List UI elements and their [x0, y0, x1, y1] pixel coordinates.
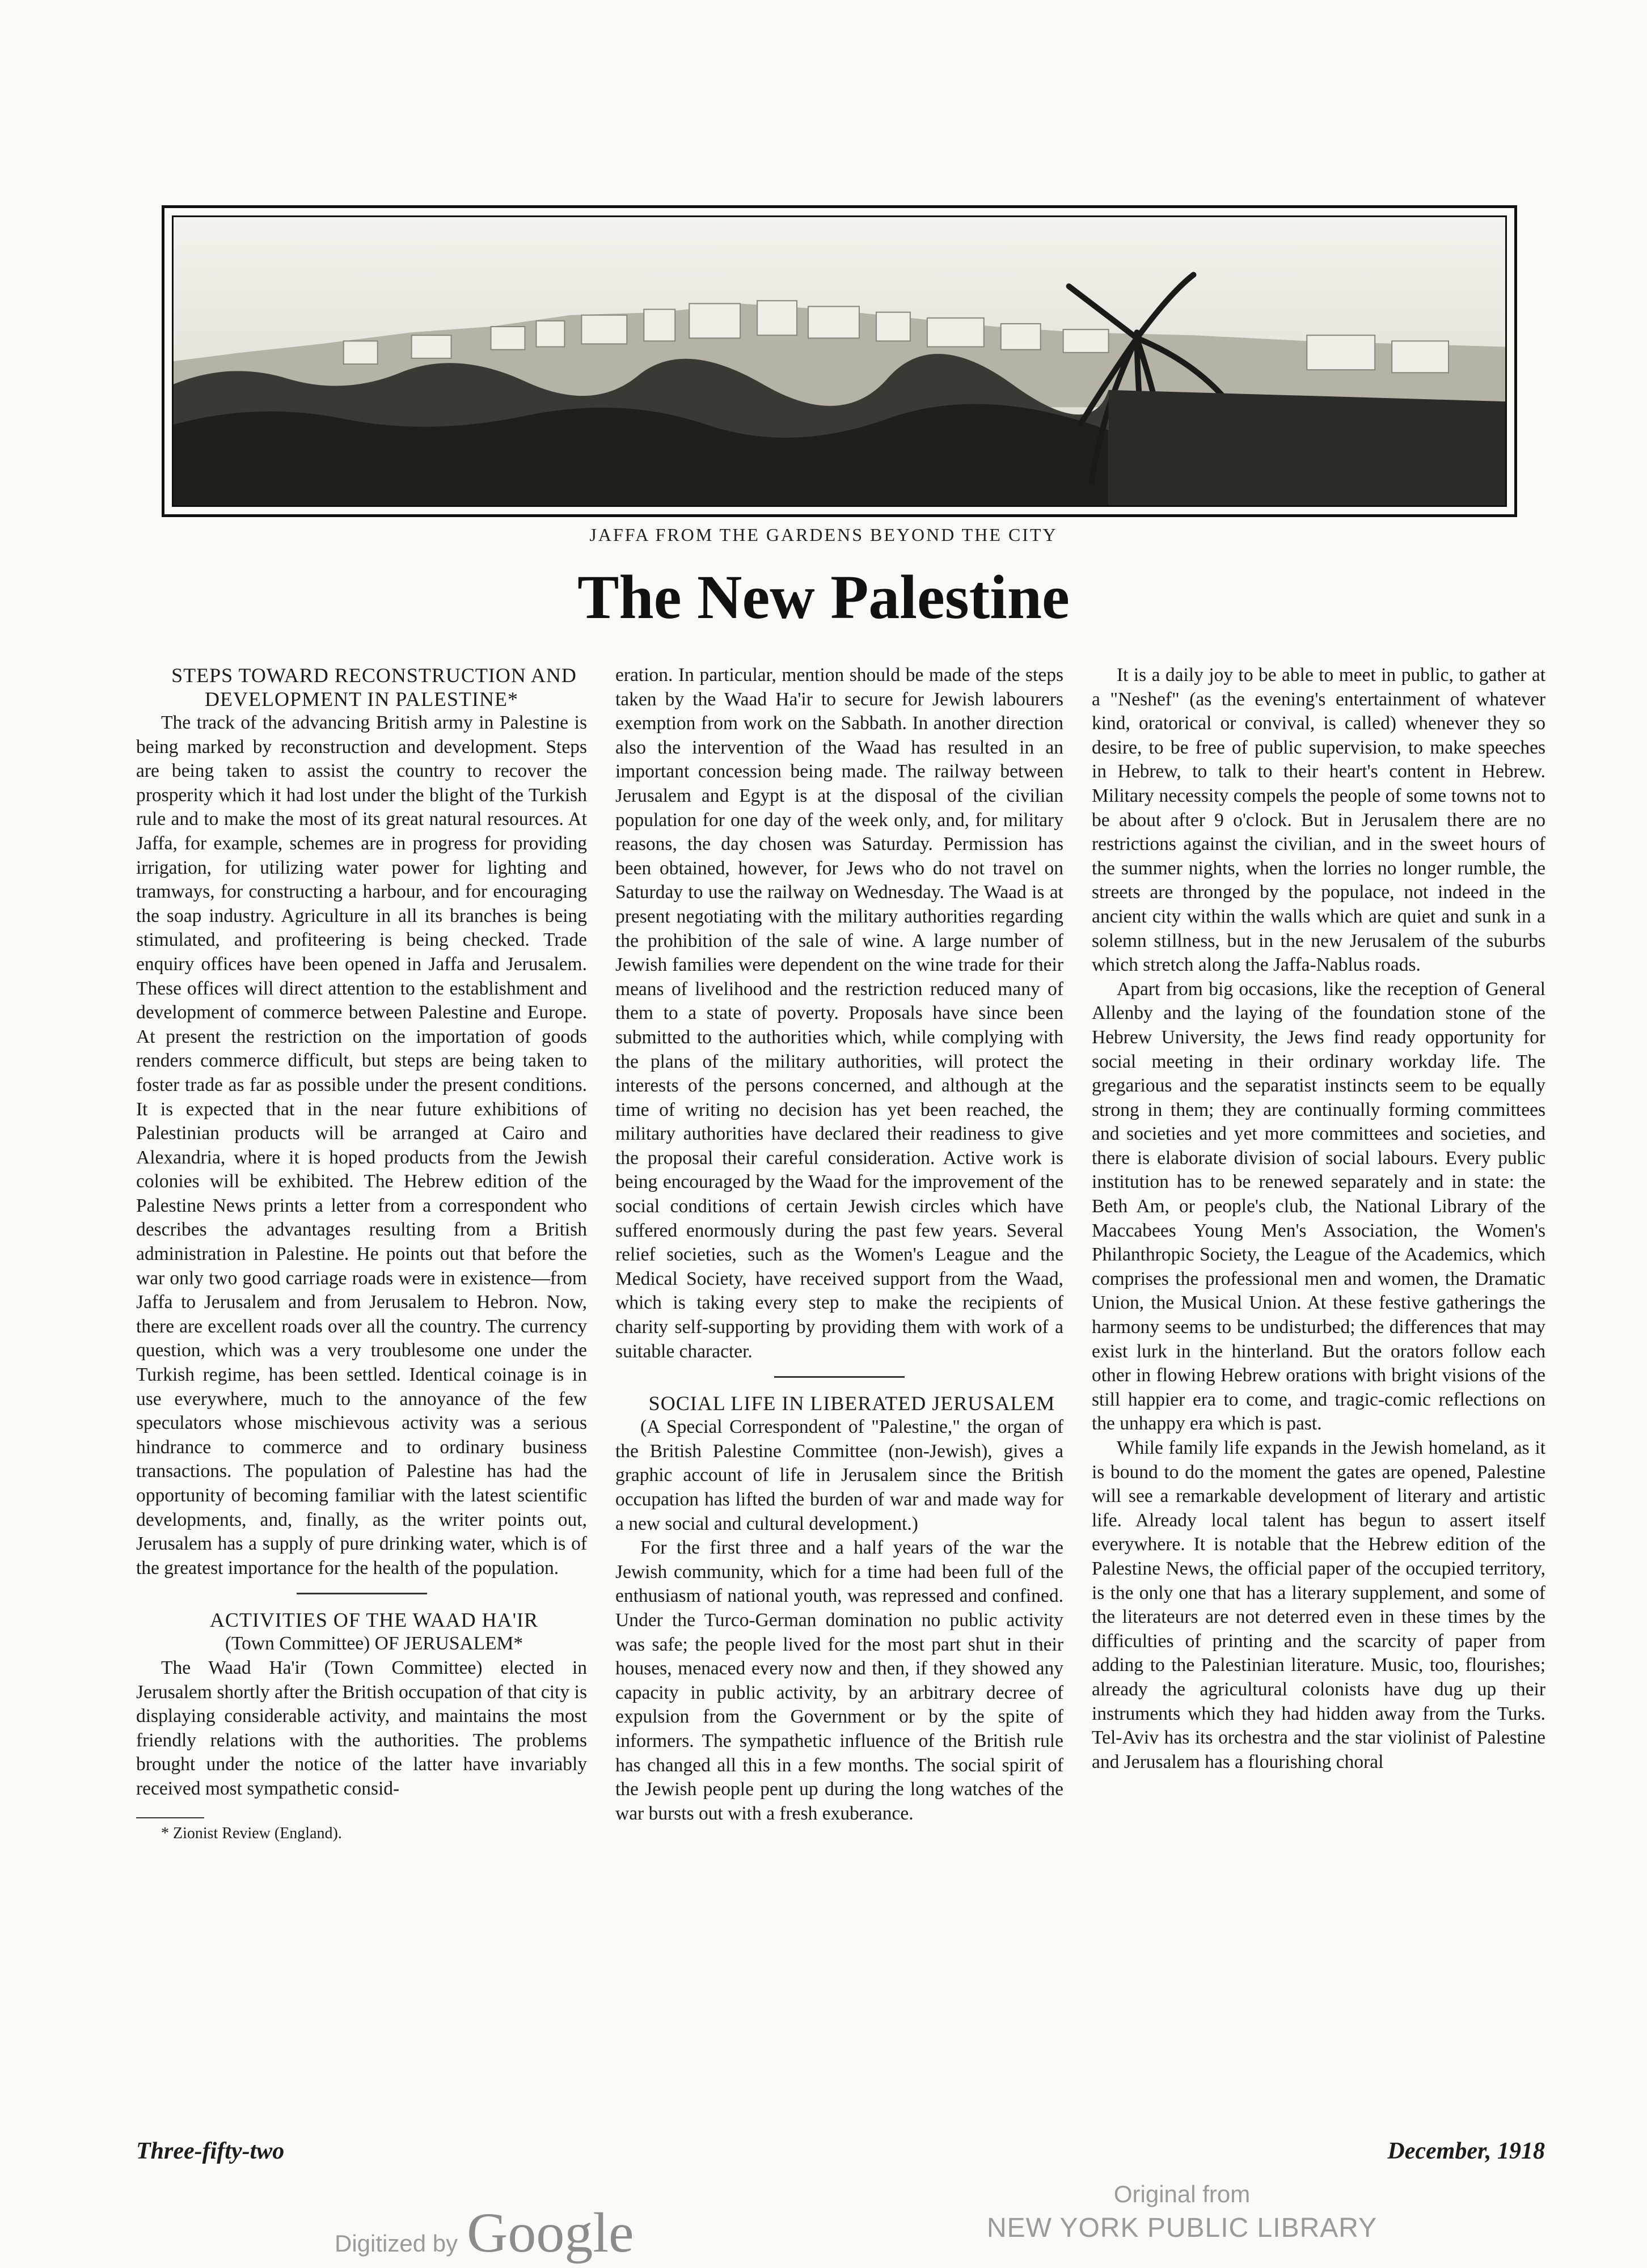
section-heading-reconstruction: STEPS TOWARD RECONSTRUCTION AND DEVELOPMENT IN PALESTINE* — [171, 664, 577, 710]
paragraph: For the first three and a half years of the war the Jewish community, which for a time had been full of the enthusiasm of national youth, was repressed and confined. Under the Turco-German domination no public activity was safe; the people lived for the most part shut in their houses, menaced every now and then, if they showed any capacity in public activity, by an arbitrary decree of expulsion from the Government or by the spite of informers. The sympathetic influence of the British rule has changed all this in a few months. The social spirit of the Jewish people pent up during the long watches of the war bursts out with a fresh exuberance. — [615, 1537, 1063, 1824]
paragraph: The track of the advancing British army in Palestine is being marked by reconstruction and development. Steps are being taken to assist the country to recover the prosperity which it had lost under the blight of the Turkish rule and to make the most of its great natural resources. At Jaffa, for example, schemes are in progress for providing irrigation, for utilizing water power for lighting and tramways, for constructing a harbour, and for encouraging the soap industry. Agriculture in all its branches is being stimulated, and profiteering is being checked. Trade enquiry offices have been opened in Jaffa and Jerusalem. These offices will direct attention to the establishment and development of commerce between Palestine and Europe. At present the restriction on the importation of goods renders commerce difficult, but steps are being taken to foster trade as far as possible under the present conditions. It is expected that in the near future exhibitions of Palestinian products will be arranged at Cairo and Alexandria, where it is hoped products from the Jewish colonies will be exhibited. The Hebrew edition of the Palestine News prints a letter from a correspondent who describes the advantages resulting from a British administration in Palestine. He points out that before the war only two good carriage roads were in existence—from Jaffa to Jerusalem and from Jerusalem to Hebron. Now, there are excellent roads over all the country. The currency question, which was a very troublesome one under the Turkish regime, has been settled. Identical coinage is in use everywhere, much to the annoyance of the few speculators whose mischievous activity was a serious hindrance to commerce and to ordinary business transactions. The population of Palestine has had the opportunity of becoming familiar with the latest scientific developments, and, finally, as the writer points out, Jerusalem has a supply of pure drinking water, which is of the greatest importance for the health of the population. — [136, 712, 587, 1579]
paragraph: The Waad Ha'ir (Town Committee) elected in Jerusalem shortly after the British occupation of that city is displaying considerable activity, and maintains the most friendly relations with the authorities. The problems brought under the notice of the latter have invariably received most sympathetic consid- — [136, 1657, 587, 1799]
section-subheading-waad: (Town Committee) OF JERUSALEM* — [225, 1633, 523, 1655]
paragraph: (A Special Correspondent of "Palestine," the organ of the British Palestine Committee (non-Jewish), gives a graphic account of life in Jerusalem since the British occupation has lifted the burden of war and made way for a new social and cultural development.) — [615, 1416, 1063, 1534]
section-divider — [774, 1376, 905, 1378]
photo-frame — [162, 205, 1517, 517]
library-name: NEW YORK PUBLIC LIBRARY — [987, 2213, 1378, 2243]
page-number: Three-fifty-two — [136, 2138, 285, 2164]
original-from-label: Original from — [1113, 2181, 1251, 2207]
section-divider — [297, 1593, 427, 1594]
google-logo: Google — [467, 2201, 634, 2264]
digitized-by-label: Digitized by — [335, 2230, 458, 2257]
issue-date: December, 1918 — [1387, 2138, 1545, 2164]
digitized-by-watermark — [335, 2200, 634, 2265]
photo-caption: JAFFA FROM THE GARDENS BEYOND THE CITY — [589, 524, 1058, 545]
paragraph: eration. In particular, mention should be made of the steps taken by the Waad Ha'ir to secure for Jewish labourers exemption from work on the Sabbath. In another direction also the intervention of the Waad has resulted in an important concession being made. The railway between Jerusalem and Egypt is at the disposal of the civilian population for one day of the week only, and, for military reasons, the day chosen was Saturday. Permission has been obtained, however, for Jews who do not travel on Saturday to use the railway on Wednesday. The Waad is at present negotiating with the military authorities regarding the prohibition of the sale of wine. A large number of Jewish families were dependent on the wine trade for their means of livelihood and the restriction reduced many of them to a state of poverty. Proposals have since been submitted to the authorities which, while complying with the plans of the military authorities, will protect the interests of the persons concerned, and although at the time of writing no decision has yet been reached, the military authorities have declared their readiness to give the proposal their careful consideration. Active work is being encouraged by the Waad for the improvement of the social conditions of certain Jewish circles which have suffered enormously during the past few years. Several relief societies, such as the Women's League and the Medical Society, have received support from the Waad, which is taking every step to make the recipients of charity self-supporting by providing them with work of a suitable character. — [615, 665, 1063, 1362]
section-heading-social-life: SOCIAL LIFE IN LIBERATED JERUSALEM — [648, 1392, 1055, 1415]
library-watermark — [987, 2177, 1377, 2245]
jaffa-photo-illustration — [174, 217, 1505, 505]
paragraph: While family life expands in the Jewish homeland, as it is bound to do the moment the gates are opened, Palestine will see a remarkable development of literary and artistic life. Already local talent has begun to assert itself everywhere. It is notable that the Hebrew edition of the Palestine News, the official paper of the occupied territory, is the only one that has a literary supplement, and some of the literateurs are not deterred even in these times by the difficulties of printing and the scarcity of paper from adding to the Palestinian literature. Music, too, flourishes; already the agricultural colonists have dug up their instruments which they had hidden away from the Turks. Tel-Aviv has its orchestra and the star violinist of Palestine and Jerusalem has a flourishing choral — [1092, 1437, 1545, 1772]
article-column-1 — [136, 663, 587, 2104]
paragraph: It is a daily joy to be able to meet in public, to gather at a "Neshef" (as the evening's entertainment of whatever kind, oratorical or convival, is called) whenever they so desire, to be free of public supervision, to make speeches in Hebrew, to talk to their heart's content in Hebrew. Military necessity compels the people of some towns not to be about after 9 o'clock. But in Jerusalem there are no restrictions against the civilian, and in the sweet hours of the summer nights, when the lorries no longer rumble, the streets are thronged by the populace, not indeed in the ancient city within the walls which are quiet and sunk in a solemn stillness, but in the new Jerusalem of the suburbs which stretch along the Jaffa-Nablus roads. — [1092, 665, 1545, 976]
paragraph: Apart from big occasions, like the reception of General Allenby and the laying of the foundation stone of the Hebrew University, the Jews find ready opportunity for social meeting in their ordinary workday life. The gregarious and the separatist instincts seem to be equally strong in them; they are continually forming committees and societies and yet more committees and societies, and there is elaborate division of social labours. Every public institution has to be renewed separately and in state: the Beth Am, or people's club, the National Library of the Maccabees Young Men's Association, the Women's Philanthropic Society, the League of the Academics, which comprises the professional men and women, the Dramatic Union, the Musical Union. At these festive gatherings the harmony seems to be undisturbed; the differences that may exist lurk in the hinterland. But the orators follow each other in flowing Hebrew orations with bright visions of the still happier era to come, and tragic-comic reflections on the unhappy era which is past. — [1092, 978, 1545, 1435]
footnote: * Zionist Review (England). — [161, 1824, 342, 1842]
article-column-3 — [1092, 663, 1545, 2104]
jaffa-photo — [172, 215, 1507, 507]
page-title: The New Palestine — [577, 562, 1070, 632]
section-heading-waad: ACTIVITIES OF THE WAAD HA'IR — [209, 1609, 539, 1632]
article-column-2 — [615, 663, 1063, 2104]
footnote-rule — [136, 1817, 204, 1818]
